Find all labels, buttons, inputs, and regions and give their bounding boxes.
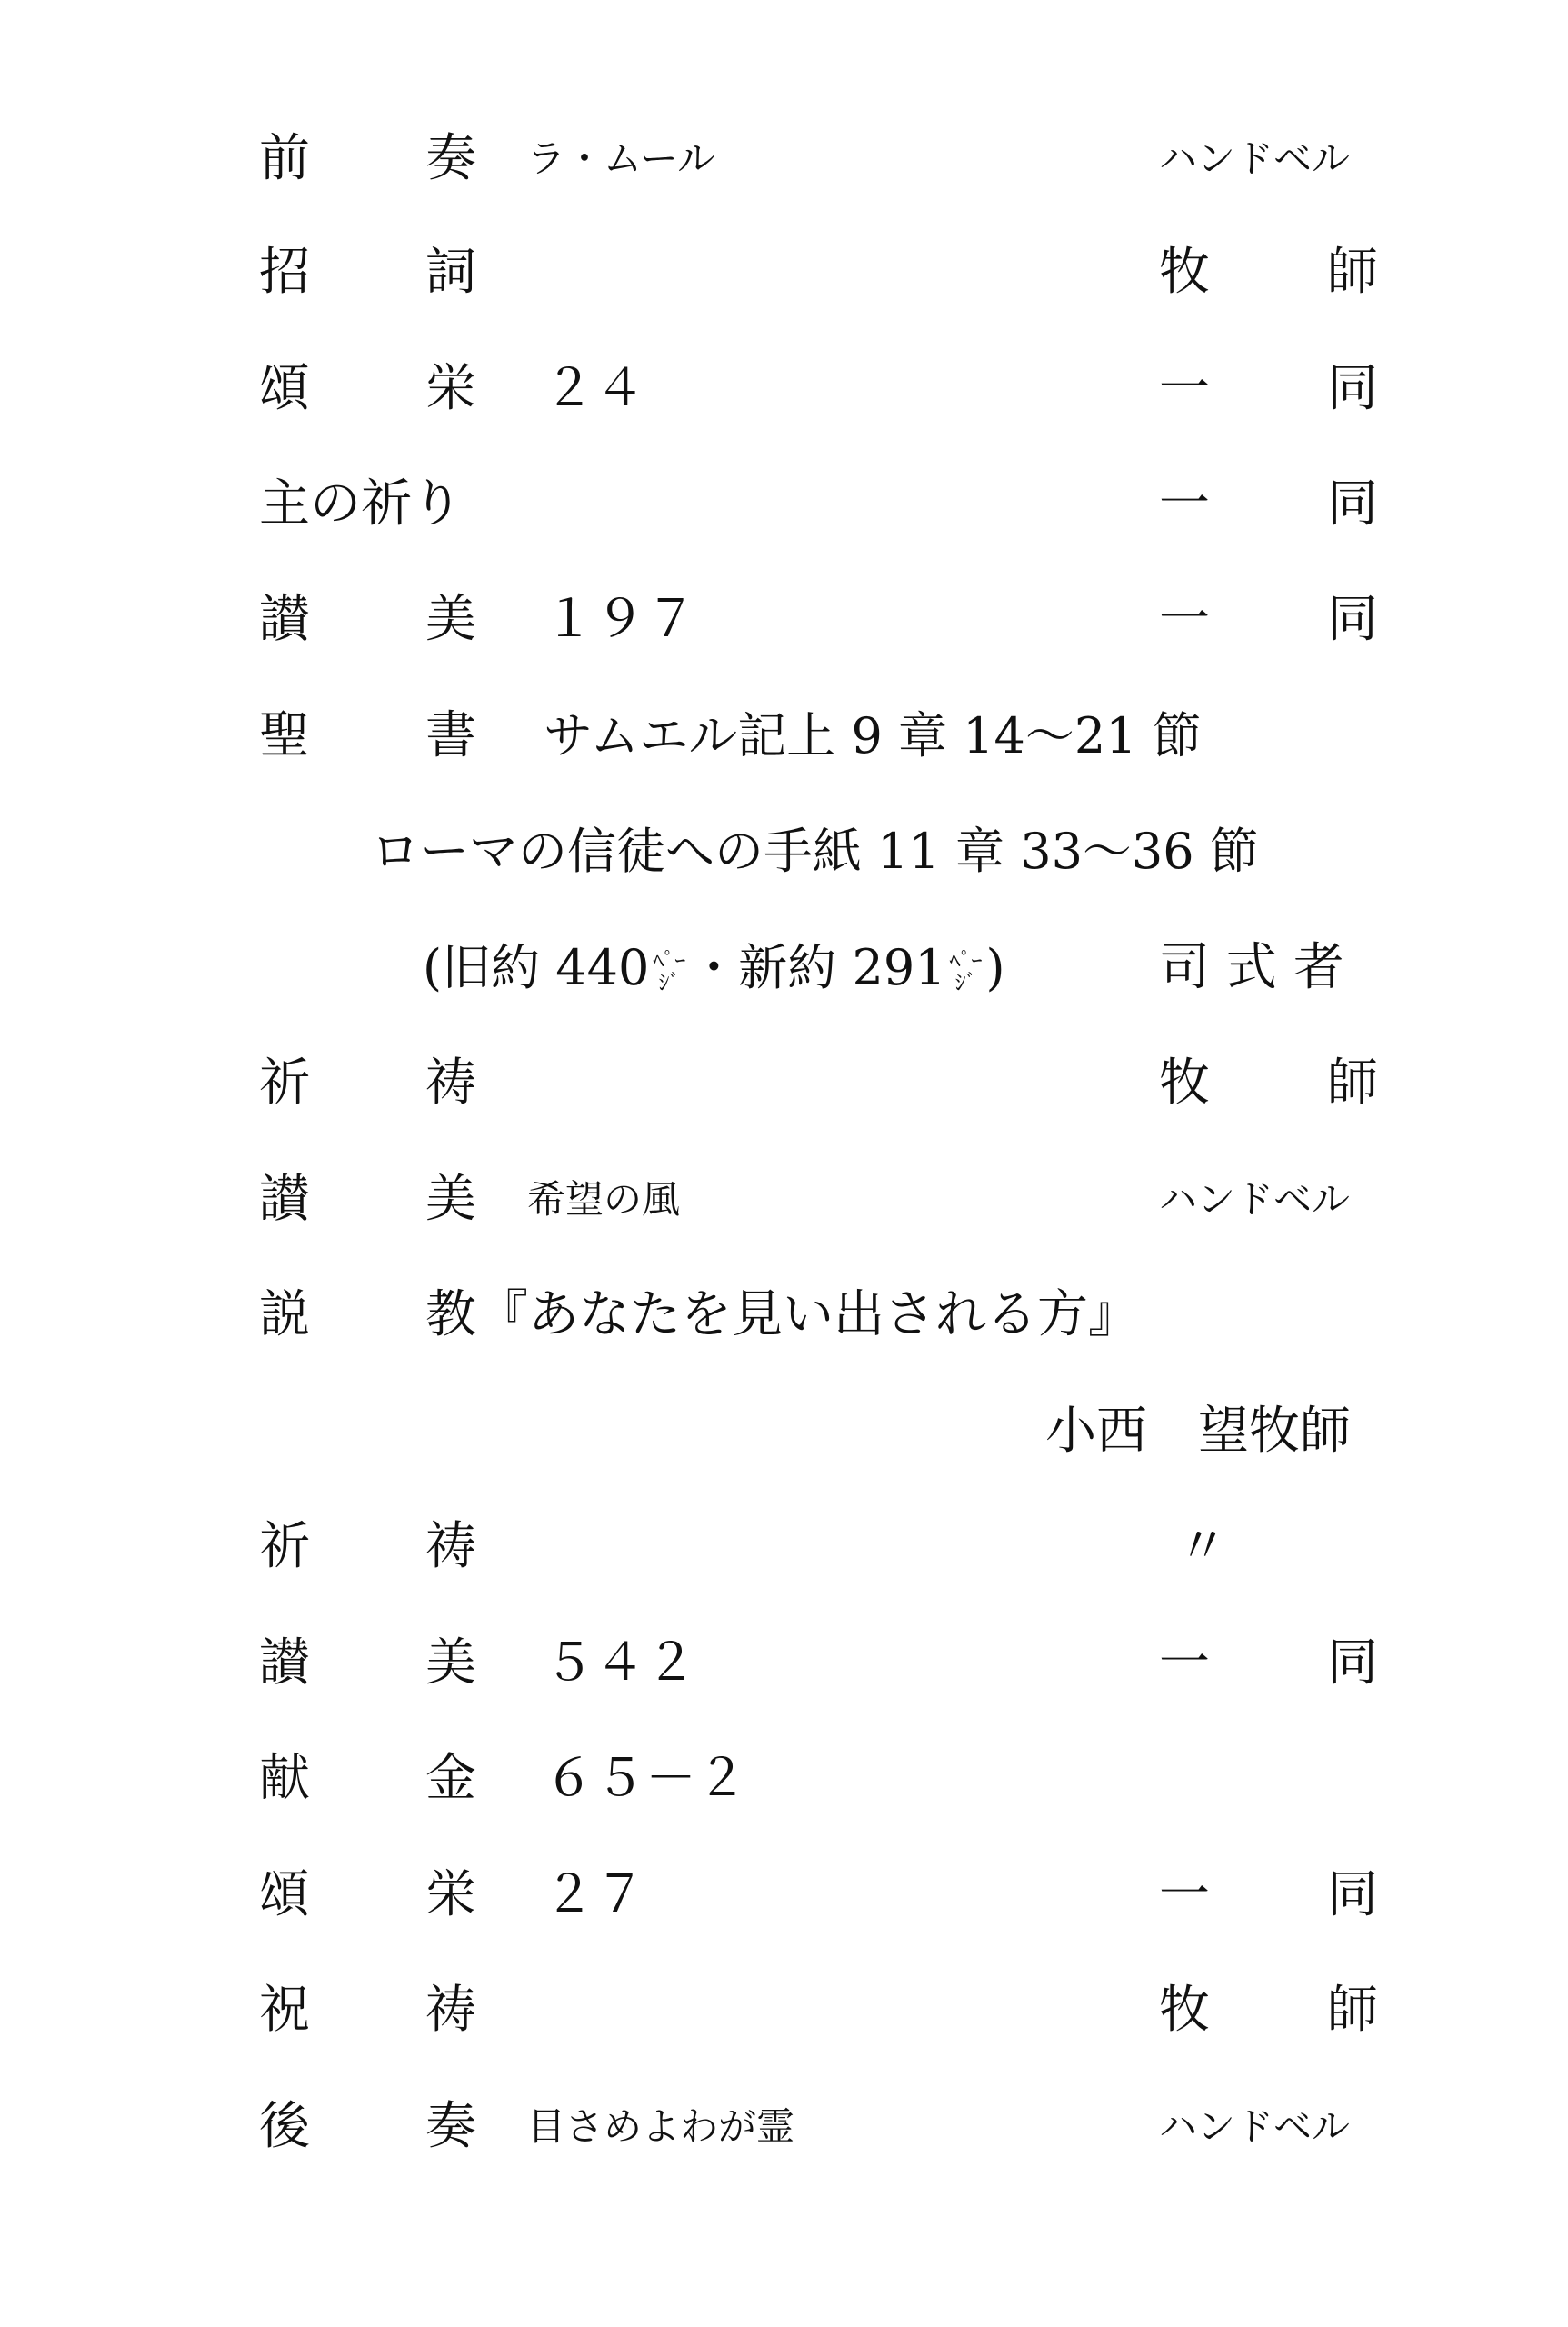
role-char-1: 牧 — [1159, 1981, 1210, 2040]
offering-hymn-number: ６５－２ — [544, 1749, 747, 1808]
prelude-performer: ハンドベル — [1159, 136, 1351, 181]
program-row-sermon — [0, 1274, 1568, 1356]
page-ref-open: (旧約 440 — [423, 939, 650, 996]
role-char-1: 一 — [1159, 474, 1210, 534]
row-label-char-2: 教 — [425, 1285, 476, 1344]
row-label-char-1: 頌 — [259, 1865, 310, 1924]
program-row-call-to-worship — [0, 232, 1568, 314]
row-label-char-1: 祈 — [259, 1517, 310, 1576]
program-row-benediction — [0, 1970, 1568, 2052]
row-label-char-1: 説 — [259, 1285, 310, 1344]
row-label-char-1: 祈 — [259, 1054, 310, 1113]
hymn-piece-title: 希望の風 — [527, 1177, 681, 1222]
program-row-prayer-2 — [0, 1506, 1568, 1588]
doxology-number: ２４ — [544, 359, 645, 418]
hymn-performer: ハンドベル — [1159, 1177, 1351, 1222]
prelude-piece-title: ラ・ムール — [527, 136, 716, 181]
row-label-char-2: 栄 — [425, 1865, 476, 1924]
program-row-hymn-2 — [0, 1159, 1568, 1241]
role-char-2: 同 — [1327, 1865, 1378, 1924]
row-label-char-1: 献 — [259, 1749, 310, 1808]
preacher-name: 小西 望牧師 — [1045, 1402, 1351, 1461]
row-label-char-1: 聖 — [259, 706, 310, 765]
row-label-char-1: 後 — [259, 2097, 310, 2156]
row-label-char-2: 美 — [425, 590, 476, 649]
row-label-char-2: 美 — [425, 1633, 476, 1693]
row-label-char-1: 讃 — [259, 590, 310, 649]
role-char-2: 師 — [1327, 1054, 1378, 1113]
scripture-reading-1: サムエル記上 9 章 14〜21 節 — [544, 707, 1202, 764]
row-label-char-1: 前 — [259, 129, 310, 188]
postlude-piece-title: 目さめよわが霊 — [527, 2104, 795, 2149]
scripture-reader: 司 式 者 — [1159, 938, 1344, 997]
postlude-performer: ハンドベル — [1159, 2104, 1351, 2149]
program-row-scripture-pages — [0, 927, 1568, 1009]
row-label-char-2: 奏 — [425, 2097, 476, 2156]
row-label-char-2: 祷 — [425, 1517, 476, 1576]
hymn-number: １９７ — [544, 590, 696, 649]
role-char-2: 同 — [1327, 1633, 1378, 1693]
program-row-doxology-1 — [0, 348, 1568, 430]
scripture-reading-2: ローマの信徒への手紙 11 章 33〜36 節 — [371, 823, 1259, 880]
role-char-2: 同 — [1327, 359, 1378, 418]
doxology-number: ２７ — [544, 1865, 645, 1924]
program-row-postlude — [0, 2086, 1568, 2168]
page-ref-close: ) — [985, 939, 1005, 996]
program-row-prelude — [0, 118, 1568, 200]
role-char-2: 同 — [1327, 474, 1378, 534]
sermon-title: 『あなたを見い出される方』 — [477, 1285, 1139, 1344]
program-row-preacher — [0, 1391, 1568, 1473]
program-row-scripture — [0, 695, 1568, 777]
program-row-scripture-2 — [0, 811, 1568, 893]
program-row-lords-prayer — [0, 464, 1568, 545]
role-char-2: 師 — [1327, 1981, 1378, 2040]
program-row-hymn-1 — [0, 579, 1568, 661]
role-char-1: 一 — [1159, 1633, 1210, 1693]
row-label-char-2: 詞 — [425, 243, 476, 302]
row-label-char-2: 美 — [425, 1170, 476, 1229]
row-label-char-1: 讃 — [259, 1170, 310, 1229]
row-label-char-2: 祷 — [425, 1981, 476, 2040]
row-label-char-2: 祷 — [425, 1054, 476, 1113]
role-char-1: 牧 — [1159, 243, 1210, 302]
row-label-char-2: 栄 — [425, 359, 476, 418]
program-row-hymn-3 — [0, 1623, 1568, 1704]
page-abbreviation: ﾍﾟｰ ｼﾞ — [653, 948, 686, 995]
role-char-1: 一 — [1159, 1865, 1210, 1924]
row-label-char-1: 招 — [259, 243, 310, 302]
row-label: 主の祈り — [259, 474, 463, 534]
page-abbreviation: ﾍﾟｰ ｼﾞ — [949, 948, 983, 995]
row-label-char-2: 書 — [425, 706, 476, 765]
hymn-number: ５４２ — [544, 1633, 696, 1693]
role-char-1: 一 — [1159, 590, 1210, 649]
program-row-offering — [0, 1738, 1568, 1820]
page-ref-mid: ・新約 291 — [689, 939, 946, 996]
role-char-2: 同 — [1327, 590, 1378, 649]
ditto-mark: 〃 — [1177, 1517, 1228, 1576]
scripture-page-reference — [423, 927, 1005, 1009]
program-row-prayer-1 — [0, 1043, 1568, 1124]
row-label-char-1: 祝 — [259, 1981, 310, 2040]
row-label-char-1: 讃 — [259, 1633, 310, 1693]
program-row-doxology-2 — [0, 1854, 1568, 1936]
row-label-char-2: 金 — [425, 1749, 476, 1808]
row-label-char-2: 奏 — [425, 129, 476, 188]
role-char-2: 師 — [1327, 243, 1378, 302]
role-char-1: 一 — [1159, 359, 1210, 418]
role-char-1: 牧 — [1159, 1054, 1210, 1113]
row-label-char-1: 頌 — [259, 359, 310, 418]
